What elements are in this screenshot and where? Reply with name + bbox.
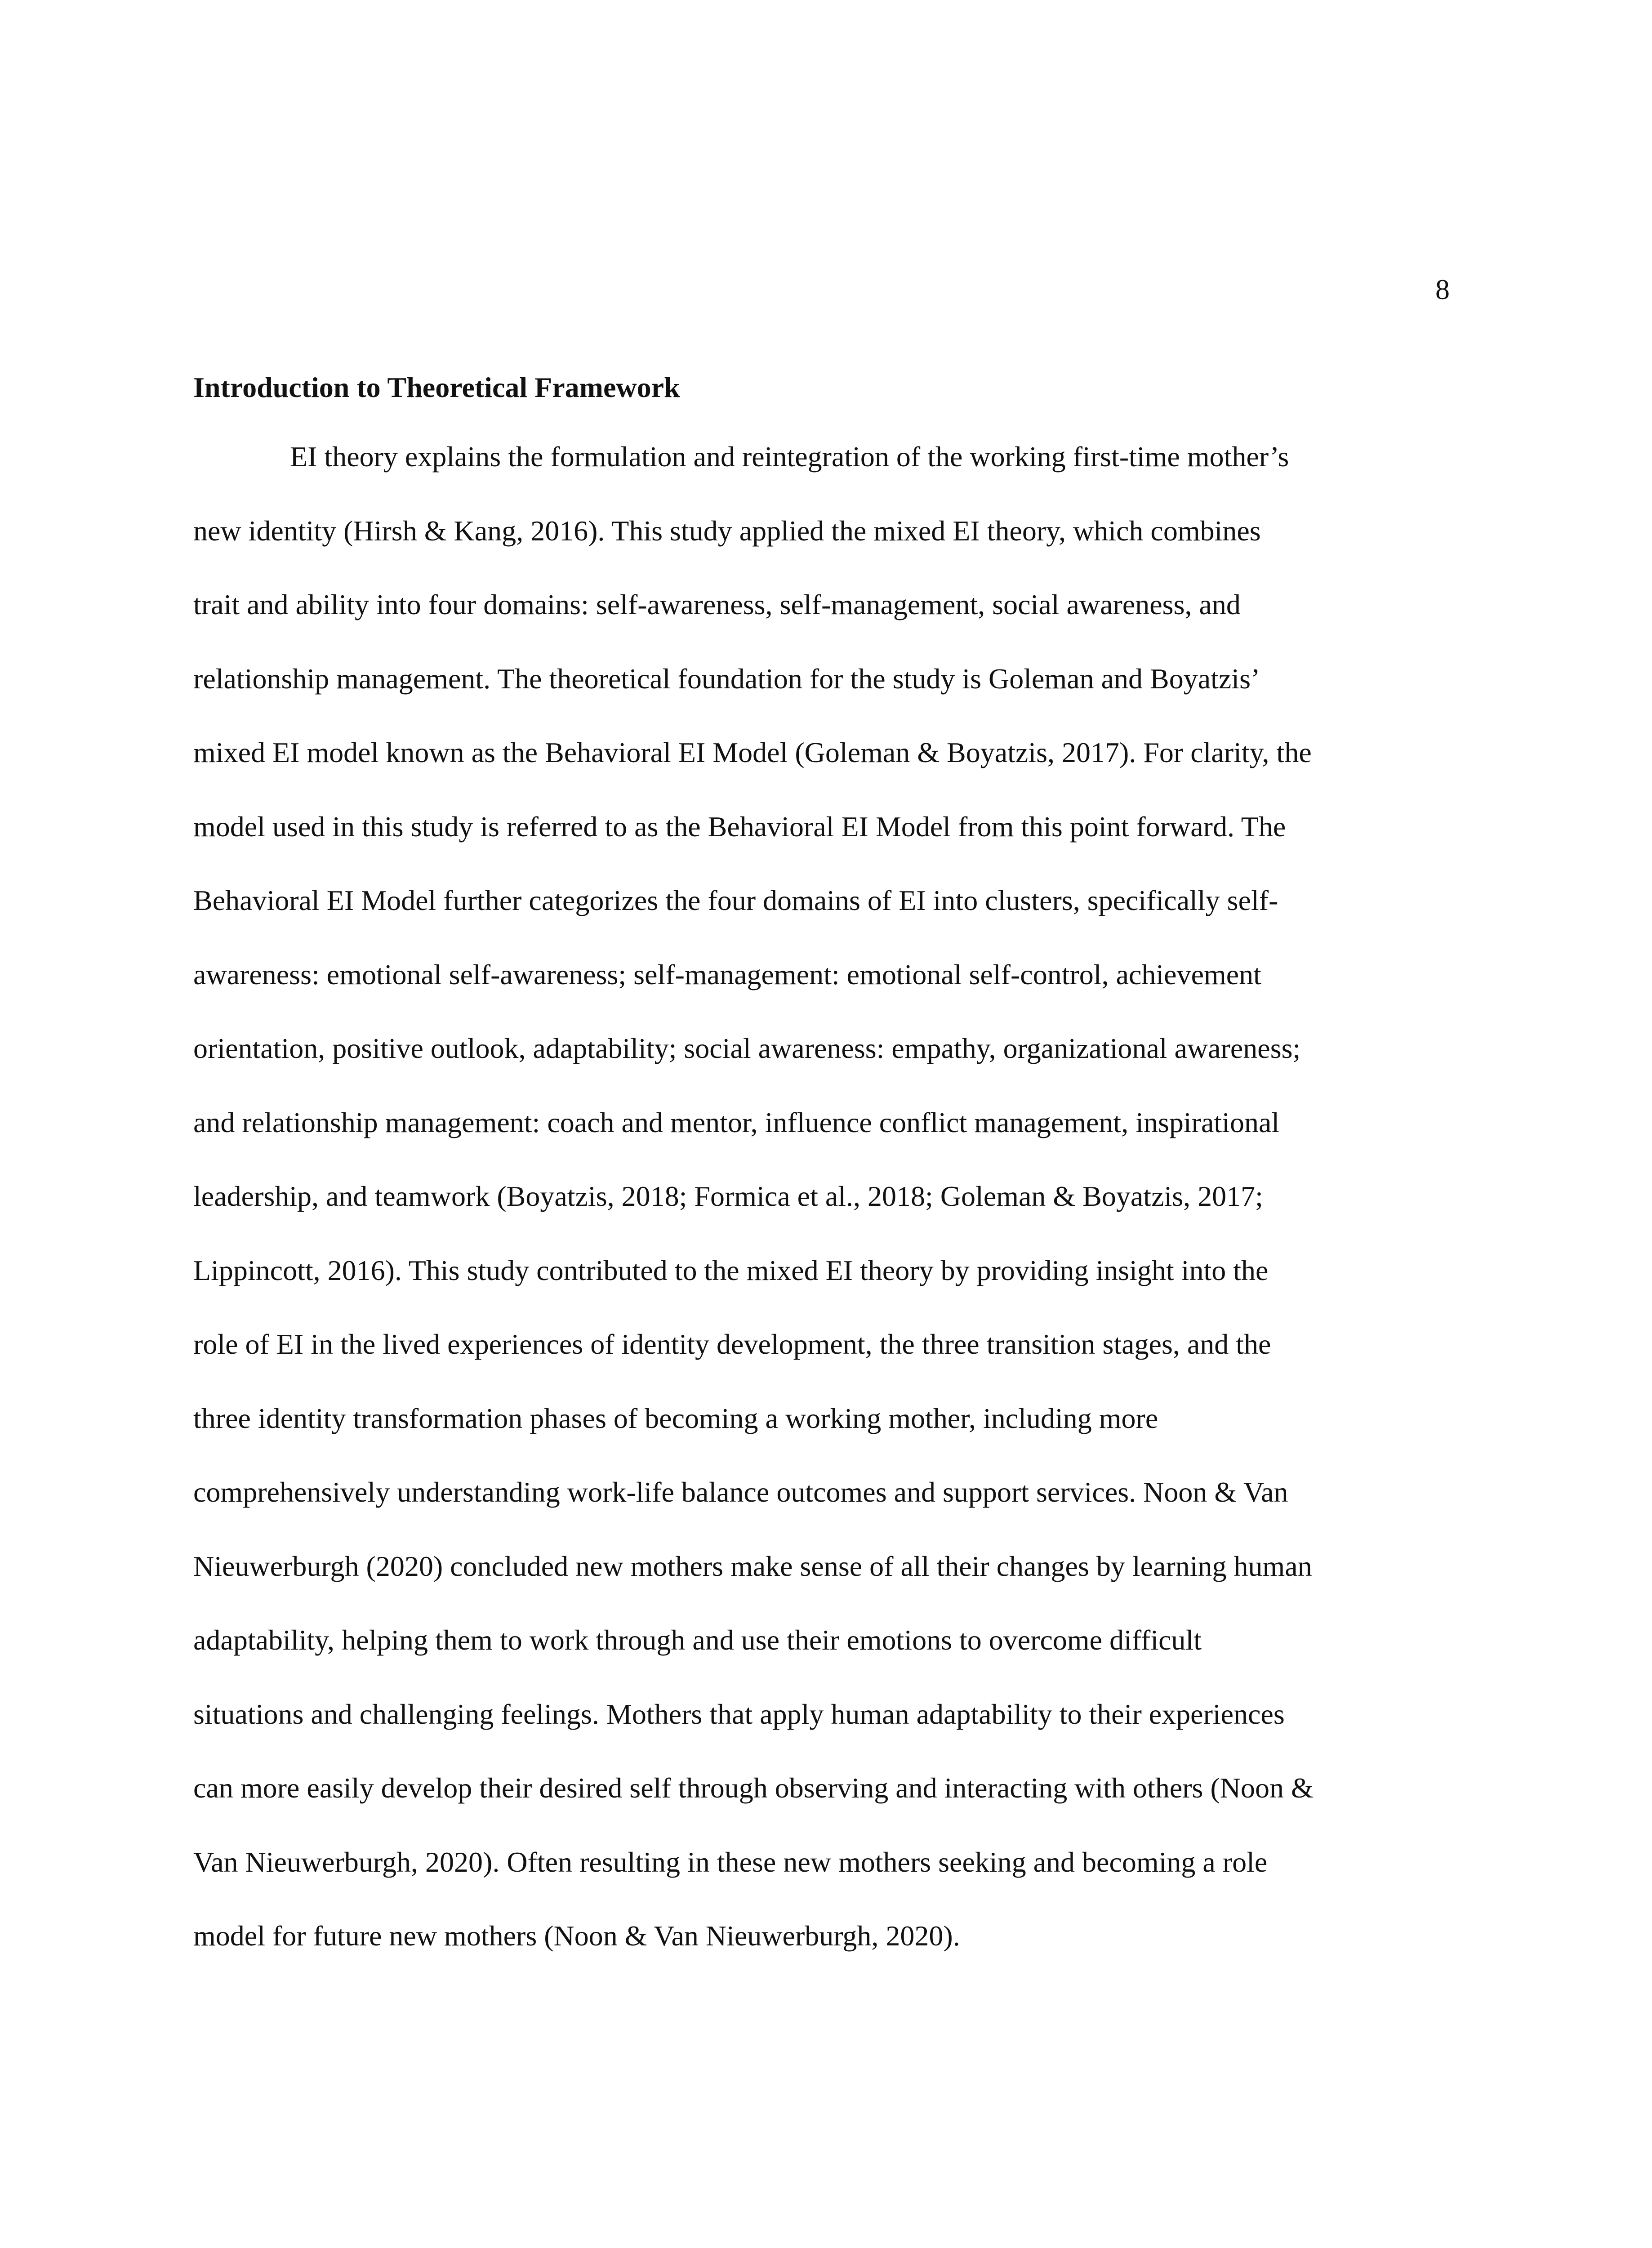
paragraph-line: three identity transformation phases of becoming a working mother, including more [193,1402,1158,1434]
paragraph-line: can more easily develop their desired self through observing and interacting with others (Noon & [193,1772,1314,1804]
paragraph-line: adaptability, helping them to work through and use their emotions to overcome difficult [193,1624,1202,1656]
paragraph-line: situations and challenging feelings. Mothers that apply human adaptability to their experiences [193,1698,1285,1730]
paragraph-line: Behavioral EI Model further categorizes the four domains of EI into clusters, specifically self- [193,884,1278,916]
paragraph-line: new identity (Hirsh & Kang, 2016). This study applied the mixed EI theory, which combines [193,514,1261,547]
paragraph-line: model for future new mothers (Noon & Van Nieuwerburgh, 2020). [193,1920,960,1952]
paragraph-line: trait and ability into four domains: self-awareness, self-management, social awareness, and [193,589,1241,620]
section-heading: Introduction to Theoretical Framework [193,371,680,403]
page-number: 8 [1435,273,1450,305]
paragraph-line: relationship management. The theoretical foundation for the study is Goleman and Boyatzis’ [193,662,1260,695]
paragraph-line: EI theory explains the formulation and reintegration of the working first-time mother’s [290,441,1289,473]
paragraph-line: Nieuwerburgh (2020) concluded new mothers make sense of all their changes by learning human [193,1550,1312,1582]
paragraph-line: Van Nieuwerburgh, 2020). Often resulting in these new mothers seeking and becoming a role [193,1846,1268,1878]
paragraph-line: orientation, positive outlook, adaptability; social awareness: empathy, organizational awareness; [193,1032,1301,1064]
paragraph-line: role of EI in the lived experiences of identity development, the three transition stages, and the [193,1328,1271,1360]
paragraph-line: mixed EI model known as the Behavioral EI Model (Goleman & Boyatzis, 2017). For clarity, the [193,736,1312,768]
paragraph-line: model used in this study is referred to as the Behavioral EI Model from this point forward. The [193,810,1286,843]
paragraph-line: and relationship management: coach and mentor, influence conflict management, inspirational [193,1106,1280,1138]
paragraph-line: Lippincott, 2016). This study contributed to the mixed EI theory by providing insight into the [193,1254,1269,1286]
paragraph-line: leadership, and teamwork (Boyatzis, 2018; Formica et al., 2018; Goleman & Boyatzis, 2017; [193,1180,1263,1212]
body-paragraph [193,442,1461,1996]
paragraph-line: comprehensively understanding work-life balance outcomes and support services. Noon & Van [193,1476,1288,1508]
paragraph-line: awareness: emotional self-awareness; self-management: emotional self-control, achievement [193,958,1261,990]
document-body [193,373,1461,1996]
